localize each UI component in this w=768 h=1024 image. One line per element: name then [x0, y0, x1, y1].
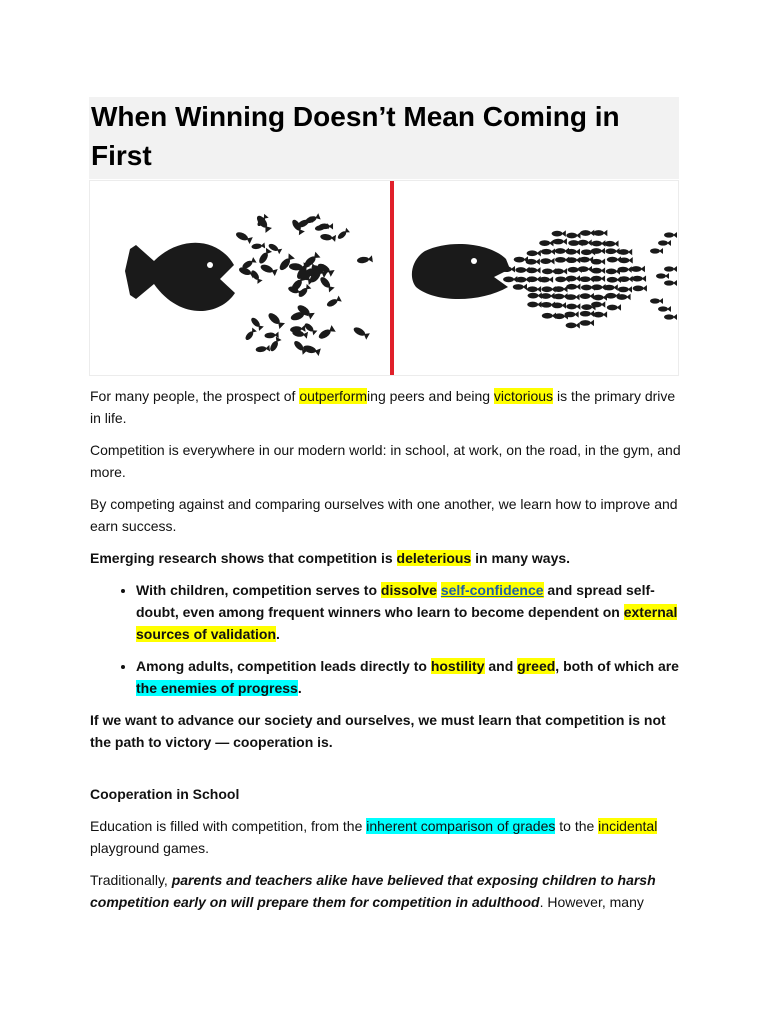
bullet-list: [90, 579, 682, 699]
conclusion-paragraph: If we want to advance our society and ourselves, we must learn that competition is not the path to victory — cooperation is.: [90, 712, 666, 750]
small-fish: [566, 303, 580, 310]
small-fish: [259, 263, 278, 277]
small-fish: [357, 255, 373, 264]
small-fish: [540, 258, 554, 265]
text-span: , both of which are: [555, 658, 679, 674]
small-fish: [618, 286, 632, 293]
text-span: . However, many: [539, 894, 644, 910]
emphasis-text: parents and teachers alike have believed that exposing children to harsh competition early on will prepare them for competition in adulthood: [90, 872, 656, 910]
small-fish: [658, 306, 671, 312]
small-fish: [503, 276, 517, 283]
self-confidence-link[interactable]: self-confidence: [440, 582, 544, 598]
small-fish: [255, 345, 270, 353]
small-fish: [656, 273, 669, 279]
small-fish: [605, 248, 619, 255]
article-body: [90, 385, 682, 923]
small-fish: [664, 280, 677, 286]
page-title: When Winning Doesn’t Mean Coming in First: [91, 101, 620, 171]
small-fish: [541, 248, 555, 255]
small-fish: [527, 250, 541, 257]
school-forming-large-fish: [501, 230, 677, 329]
text-span: .: [297, 680, 302, 696]
text-span: With children, competition serves to: [136, 582, 381, 598]
big-fish-left: [125, 243, 235, 311]
small-fish: [326, 296, 342, 309]
small-fish: [618, 249, 632, 256]
text-span: Emerging research shows that competition is: [90, 550, 397, 566]
highlight-hostility: hostility: [430, 658, 485, 674]
big-fish-right: [412, 244, 510, 299]
small-fish: [580, 293, 594, 300]
small-fish: [650, 248, 663, 254]
text-span: Among adults, competition leads directly to: [136, 658, 431, 674]
small-fish: [566, 322, 580, 329]
small-fish: [580, 230, 594, 237]
text-span: is the primary drive in life.: [90, 388, 676, 426]
small-fish: [552, 230, 566, 237]
red-divider-line: [390, 181, 394, 375]
highlight-deleterious: deleterious: [396, 550, 472, 566]
text-span: .: [276, 626, 280, 642]
bullet-item-children: [136, 579, 682, 645]
small-fish: [266, 311, 285, 329]
text-span: in many ways.: [471, 550, 571, 566]
small-fish: [317, 325, 336, 341]
small-fish: [553, 238, 567, 245]
small-fish: [591, 267, 605, 274]
bullet-item-adults: [136, 655, 682, 699]
small-fish: [539, 240, 553, 247]
small-fish: [580, 310, 594, 317]
small-fish: [249, 316, 264, 331]
small-fish: [540, 293, 554, 300]
small-fish: [591, 240, 605, 247]
text-span: to the: [555, 818, 599, 834]
text-span: For many people, the prospect of: [90, 388, 300, 404]
small-fish: [566, 232, 580, 239]
small-fish: [593, 230, 607, 237]
small-fish: [527, 286, 541, 293]
small-fish: [650, 298, 663, 304]
intro-paragraph-1: [90, 385, 682, 429]
small-fish: [607, 304, 621, 311]
small-fish: [604, 284, 618, 291]
highlight-enemies-of-progress: the enemies of progress: [136, 680, 298, 696]
intro-paragraph-4: [90, 547, 682, 569]
highlight-comparison-of-grades: inherent comparison of grades: [366, 818, 556, 834]
small-fish: [580, 320, 594, 327]
text-span: Education is filled with competition, from the: [90, 818, 367, 834]
highlight-incidental: incidental: [598, 818, 658, 834]
small-fish: [658, 240, 671, 246]
small-fish: [352, 325, 370, 340]
highlight-greed: greed: [517, 658, 556, 674]
small-fish: [318, 275, 335, 292]
small-fish: [632, 275, 646, 282]
small-fish: [513, 284, 527, 291]
section-heading-cooperation-in-school: Cooperation in School: [90, 786, 240, 802]
small-fish: [578, 239, 592, 246]
fish-illustration: [89, 180, 679, 376]
small-fish: [257, 248, 272, 266]
small-fish: [336, 228, 350, 241]
small-fish: [320, 233, 336, 242]
small-fish: [566, 283, 580, 290]
highlight-external-validation: external sources of validation: [136, 604, 678, 642]
small-fish: [268, 336, 282, 352]
small-fish: [553, 293, 567, 300]
intro-paragraph-3: By competing against and comparing ourselves with one another, we learn how to improve and earn success.: [90, 496, 678, 534]
small-fish: [664, 266, 677, 272]
small-fish: [302, 344, 321, 357]
small-fish: [539, 276, 553, 283]
highlight-victorious: victorious: [493, 388, 554, 404]
highlight-dissolve: dissolve: [380, 582, 437, 598]
small-fish: [664, 232, 677, 238]
text-span: ing peers and being: [367, 388, 494, 404]
small-fish: [633, 285, 647, 292]
small-fish: [249, 269, 262, 284]
scattered-small-fish: [235, 213, 373, 356]
small-fish: [244, 327, 257, 341]
highlight-outperform: outperform: [299, 388, 368, 404]
text-span: and spread self-doubt, even among frequent winners who learn to become dependent on: [136, 582, 655, 620]
section-paragraph-1: [90, 815, 682, 859]
small-fish: [593, 311, 607, 318]
text-span: playground games.: [90, 840, 210, 856]
intro-paragraph-2: Competition is everywhere in our modern world: in school, at work, on the road, in the gym, and more.: [90, 442, 681, 480]
text-span: Traditionally,: [90, 872, 172, 888]
section-paragraph-2: [90, 869, 682, 913]
small-fish: [664, 314, 677, 320]
small-fish: [235, 230, 253, 244]
small-fish: [527, 301, 541, 308]
small-fish: [604, 240, 618, 247]
text-span: and: [484, 658, 518, 674]
small-fish: [631, 266, 645, 273]
small-fish: [593, 294, 607, 301]
small-fish: [528, 292, 542, 299]
small-fish: [251, 242, 265, 250]
fish-illustration-svg: [90, 181, 678, 375]
